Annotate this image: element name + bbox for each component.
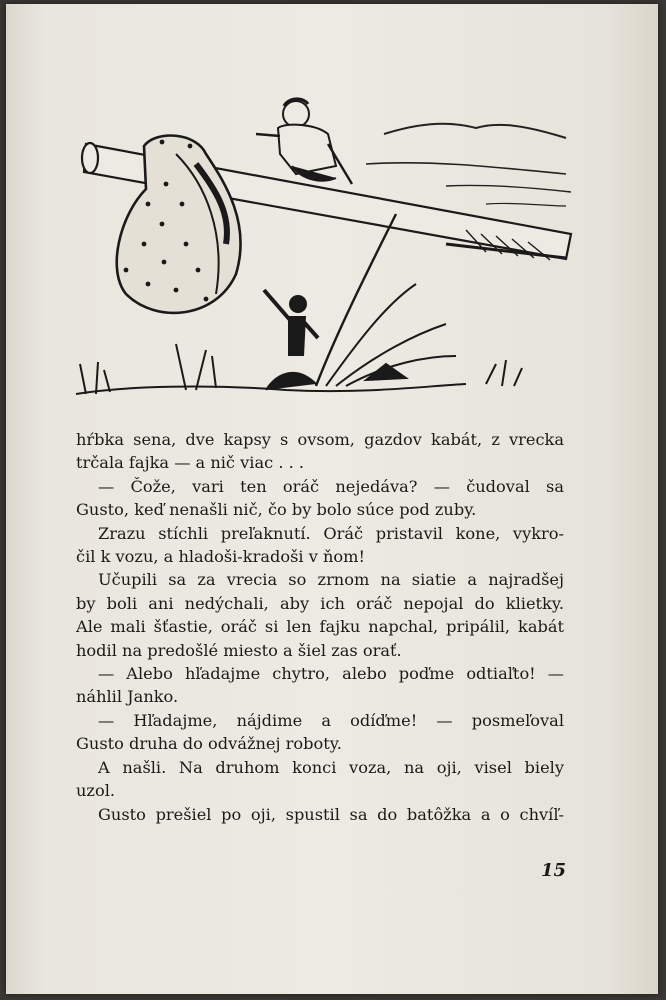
paragraph-3-line-2: čil k vozu, a hladoši-kradoši v ňom! <box>76 547 366 567</box>
paragraph-4-line-1: Učupili sa za vrecia so zrnom na siatie a najradšej <box>98 570 564 590</box>
paragraph-2-line-1: — Čože, vari ten oráč nejedáva? — čudoval sa <box>98 476 564 496</box>
paragraph-4-line-4: hodil na predošlé miesto a šiel zas orať. <box>76 640 402 660</box>
illustration-boys-and-bundle <box>66 94 586 414</box>
paragraph-1-line-2: trčala fajka — a nič viac . . . <box>76 453 305 473</box>
paragraph-5-line-2: náhlil Janko. <box>76 687 179 707</box>
paragraph-6-line-1: — Hľadajme, nájdime a odíďme! — posmeľoval <box>98 710 564 730</box>
page-number: 15 <box>540 860 566 881</box>
hills-sketch <box>384 124 566 138</box>
boy-in-grass <box>264 290 318 356</box>
book-page <box>6 4 658 994</box>
paragraph-7-line-2: uzol. <box>76 781 116 801</box>
paragraph-1-line-1: hŕbka sena, dve kapsy s ovsom, gazdov kabát, z vrecka <box>76 430 564 449</box>
paragraph-3-line-1: Zrazu stíchli preľaknutí. Oráč pristavil kone, vykro- <box>98 523 564 543</box>
text-body <box>76 428 564 826</box>
paragraph-2-line-2: Gusto, keď nenašli nič, čo by bolo súce pod zuby. <box>76 500 477 520</box>
boy-on-pole <box>256 99 352 184</box>
paragraph-4-line-3: Ale mali šťastie, oráč si len fajku napchal, pripálil, kabát <box>76 617 564 637</box>
paragraph-6-line-2: Gusto druha do odvážnej roboty. <box>76 734 342 754</box>
paragraph-4-line-2: by boli ani nedýchali, aby ich oráč nepojal do klietky. <box>76 593 564 613</box>
paragraph-5-line-1: — Alebo hľadajme chytro, alebo poďme odtiaľto! — <box>98 664 564 684</box>
paragraph-7-line-1: A našli. Na druhom konci voza, na oji, visel biely <box>98 757 564 777</box>
paragraph-8-line-1: Gusto prešiel po oji, spustil sa do batôžka a o chvíľ- <box>98 804 564 824</box>
